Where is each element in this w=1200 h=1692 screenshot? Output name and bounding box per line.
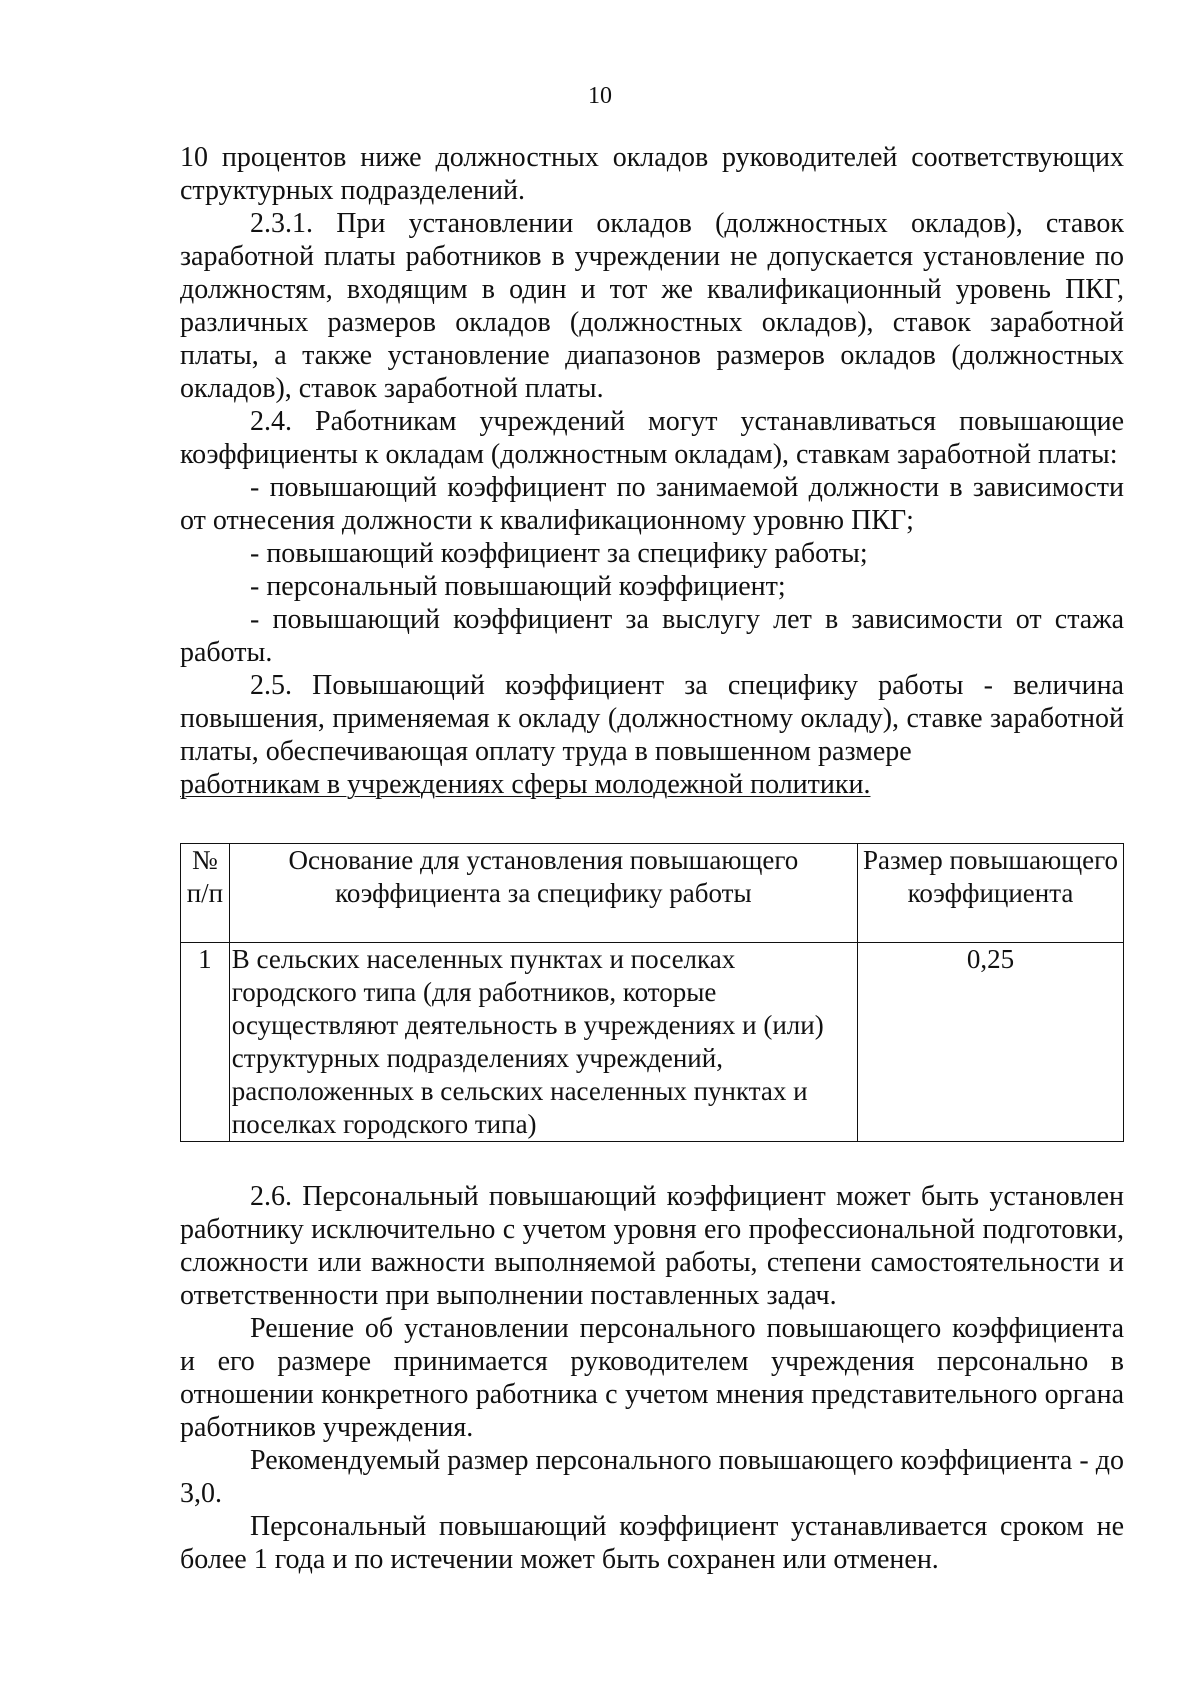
paragraph-2-3-1: 2.3.1. При установлении окладов (должностных окладов), ставок заработной платы работников в учреждении не допускается установление по должностям, входящим в один и тот же квалификационный уровень ПКГ, различных размеров окладов (должностных окладов), ставок заработной платы, а также установление диапазонов размеров окладов (должностных окладов), ставок заработной платы. bbox=[180, 208, 1124, 404]
row-basis-cell: В сельских населенных пунктах и поселках городского типа (для работников, которые осуществляют деятельность в учреждениях и (или) структурных подразделениях учреждений, расположенных в сельских населенных пунктах и поселках городского типа) bbox=[229, 943, 857, 1142]
paragraph-2-4: 2.4. Работникам учреждений могут устанавливаться повышающие коэффициенты к окладам (должностным окладам), ставкам заработной платы: bbox=[180, 406, 1124, 470]
row-num-cell: 1 bbox=[181, 943, 230, 1142]
paragraph-decision: Решение об установлении персонального повышающего коэффициента и его размере принимается руководителем учреждения персонально в отношении конкретного работника с учетом мнения представительного органа работников учреждения. bbox=[180, 1313, 1124, 1443]
page-number: 10 bbox=[588, 83, 612, 109]
paragraph-2-5-last-line bbox=[180, 768, 1124, 801]
paragraph-term: Персональный повышающий коэффициент устанавливается сроком не более 1 года и по истечении может быть сохранен или отменен. bbox=[180, 1511, 1124, 1575]
row-size-cell: 0,25 bbox=[858, 943, 1124, 1142]
header-size: Размер повышающего коэффициента bbox=[858, 844, 1124, 943]
bottom-text-block bbox=[180, 1180, 1124, 1576]
paragraph-2-5-last-line-text: работникам в учреждениях сферы молодежной политики. bbox=[180, 769, 871, 800]
header-basis: Основание для установления повышающего коэффициента за специфику работы bbox=[229, 844, 857, 943]
table-header-row bbox=[181, 844, 1124, 943]
list-item-specifics-coefficient: - повышающий коэффициент за специфику работы; bbox=[250, 538, 868, 569]
table-row bbox=[181, 943, 1124, 1142]
paragraph-2-5: 2.5. Повышающий коэффициент за специфику работы - величина повышения, применяемая к окладу (должностному окладу), ставке заработной платы, обеспечивающая оплату труда в повышенном размере bbox=[180, 670, 1124, 767]
top-text-block bbox=[180, 141, 1124, 801]
list-item-personal-coefficient: - персональный повышающий коэффициент; bbox=[250, 571, 786, 602]
paragraph-recommended-size: Рекомендуемый размер персонального повышающего коэффициента - до 3,0. bbox=[180, 1445, 1124, 1509]
list-item-seniority-coefficient: - повышающий коэффициент за выслугу лет в зависимости от стажа работы. bbox=[180, 604, 1124, 668]
header-num: № п/п bbox=[181, 844, 230, 943]
paragraph-2-6: 2.6. Персональный повышающий коэффициент может быть установлен работнику исключительно с учетом уровня его профессиональной подготовки, сложности или важности выполняемой работы, степени самостоятельности и ответственности при выполнении поставленных задач. bbox=[180, 1181, 1124, 1311]
paragraph-continuation: 10 процентов ниже должностных окладов руководителей соответствующих структурных подразделений. bbox=[180, 142, 1124, 206]
coefficient-table bbox=[180, 843, 1124, 1142]
list-item-position-coefficient: - повышающий коэффициент по занимаемой должности в зависимости от отнесения должности к квалификационному уровню ПКГ; bbox=[180, 472, 1124, 536]
